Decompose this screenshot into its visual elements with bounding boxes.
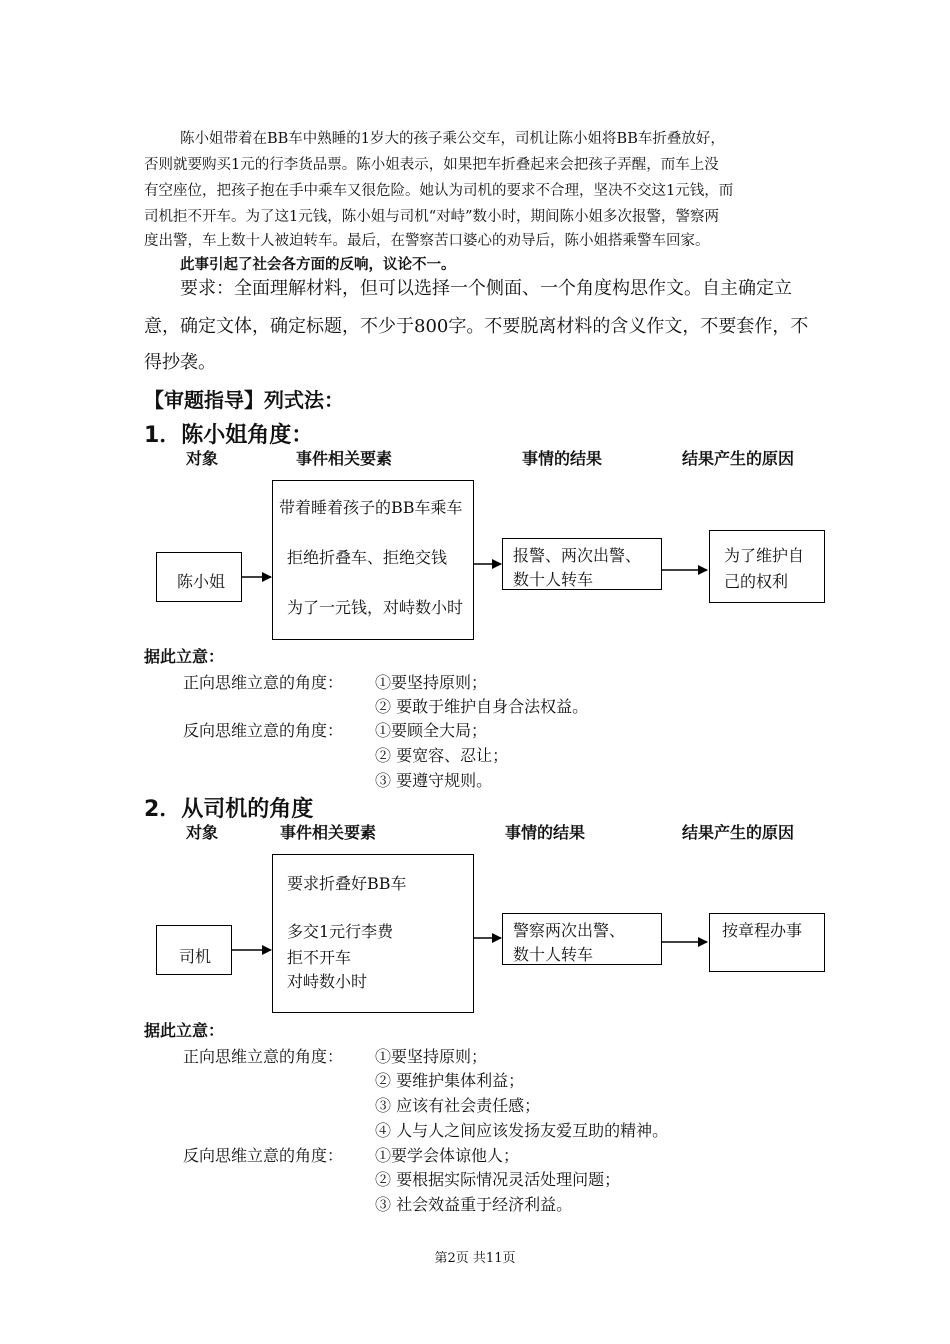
page-footer: 第2页 共11页 [434,1251,516,1266]
section1-negative-label: 反向思维立意的角度： [183,721,344,740]
section2-negative-1: ①要学会体谅他人； [375,1146,520,1165]
section2-col-result: 事情的结果 [505,823,586,842]
material-line-1: 陈小姐带着在BB车中熟睡的1岁大的孩子乘公交车，司机让陈小姐将BB车折叠放好， [180,131,725,147]
section1-negative-3: ③ 要遵守规则。 [375,771,493,790]
section1-col-elements: 事件相关要素 [296,449,393,468]
section1-negative-1: ①要顾全大局； [375,721,488,740]
section2-basis-label: 据此立意： [144,1021,225,1040]
section2-element-4: 对峙数小时 [287,972,368,991]
section1-result-1: 报警、两次出警、 [513,546,642,565]
guide-title: 【审题指导】列式法： [144,388,344,412]
section1-positive-2: ② 要敢于维护自身合法权益。 [375,697,589,716]
section1-cause-2: 己的权利 [724,572,789,591]
section2-subject: 司机 [179,947,212,966]
requirement-line-2: 意，确定文体，确定标题，不少于800字。不要脱离材料的含义作文，不要套作，不 [144,316,809,337]
section2-negative-label: 反向思维立意的角度： [183,1146,344,1165]
material-line-2: 否则就要购买1元的行李货品票。陈小姐表示，如果把车折叠起来会把孩子弄醒，而车上没 [144,157,719,173]
section2-positive-1: ①要坚持原则； [375,1047,488,1066]
section1-negative-2: ② 要宽容、忍让； [375,746,509,765]
section2-title: 2．从司机的角度 [144,797,314,822]
section2-positive-label: 正向思维立意的角度： [183,1047,344,1066]
section1-element-1: 带着睡着孩子的BB车乘车 [279,498,463,517]
section1-element-2: 拒绝折叠车、拒绝交钱 [287,548,448,567]
requirement-line-1: 要求：全面理解材料，但可以选择一个侧面、一个角度构思作文。自主确定立 [180,278,792,299]
material-line-3: 有空座位，把孩子抱在手中乘车又很危险。她认为司机的要求不合理，坚决不交这1元钱，而 [144,183,734,199]
requirement-line-3: 得抄袭。 [144,352,216,373]
section1-col-subject: 对象 [186,449,219,468]
section2-element-2: 多交1元行李费 [287,922,394,941]
section1-positive-label: 正向思维立意的角度： [183,673,344,692]
material-line-5: 度出警，车上数十人被迫转车。最后，在警察苦口婆心的劝导后，陈小姐搭乘警车回家。 [144,233,710,249]
section1-element-3: 为了一元钱，对峙数小时 [287,598,464,617]
section2-positive-3: ③ 应该有社会责任感； [375,1096,541,1115]
section2-negative-3: ③ 社会效益重于经济利益。 [375,1195,573,1214]
section2-result-1: 警察两次出警、 [513,921,626,940]
section1-col-cause: 结果产生的原因 [682,449,795,468]
section1-cause-1: 为了维护自 [724,546,805,565]
section2-col-elements: 事件相关要素 [280,823,377,842]
section2-element-1: 要求折叠好BB车 [287,874,407,893]
section1-col-result: 事情的结果 [522,449,603,468]
section1-result-2: 数十人转车 [513,570,594,589]
section2-col-cause: 结果产生的原因 [682,823,795,842]
section1-positive-1: ①要坚持原则； [375,673,488,692]
section2-col-subject: 对象 [186,823,219,842]
section2-cause-1: 按章程办事 [722,921,803,940]
section2-positive-2: ② 要维护集体利益； [375,1071,525,1090]
section1-title: 1．陈小姐角度： [144,423,314,448]
material-line-4: 司机拒不开车。为了这1元钱，陈小姐与司机“对峙”数小时，期间陈小姐多次报警，警察两 [144,209,720,225]
section1-basis-label: 据此立意： [144,647,225,666]
section2-negative-2: ② 要根据实际情况灵活处理问题； [375,1170,621,1189]
material-bold-line: 此事引起了社会各方面的反响，议论不一。 [180,257,456,273]
section2-element-3: 拒不开车 [287,948,352,967]
section2-positive-4: ④ 人与人之间应该发扬友爱互助的精神。 [375,1121,669,1140]
section2-result-2: 数十人转车 [513,945,594,964]
section1-subject: 陈小姐 [177,572,226,591]
